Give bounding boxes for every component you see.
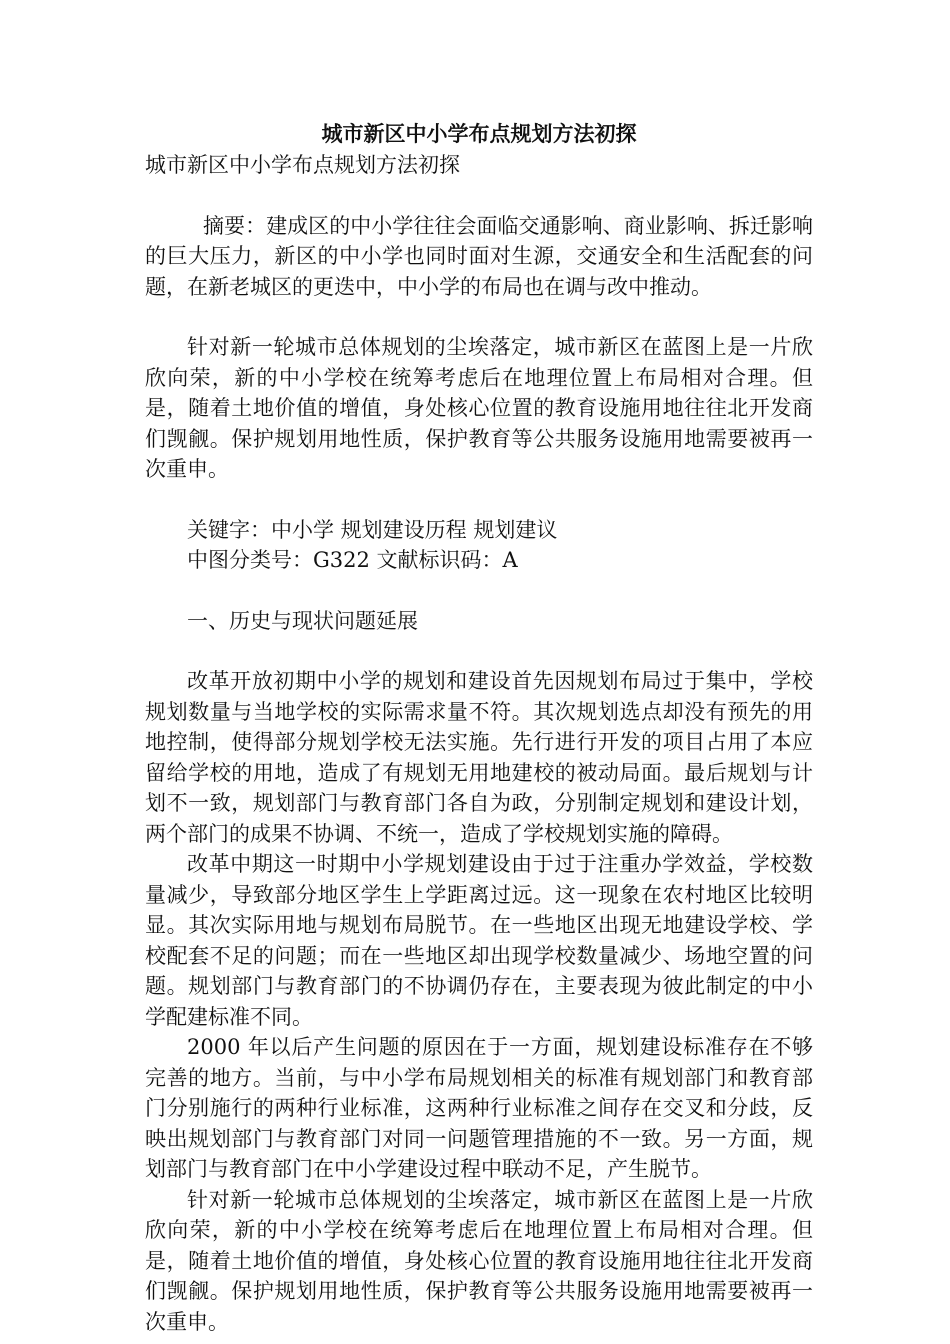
spacer: [145, 181, 813, 211]
document-subtitle: 城市新区中小学布点规划方法初探: [145, 153, 460, 177]
abstract-paragraph: 摘要：建成区的中小学往往会面临交通影响、商业影响、拆迁影响的巨大压力，新区的中小学也同时面对生源，交通安全和生活配套的问题，在新老城区的更迭中，中小学的布局也在调与改中推动。: [145, 213, 813, 299]
keywords-line: 关键字：中小学 规划建设历程 规划建议: [187, 517, 558, 542]
document-title: 城市新区中小学布点规划方法初探: [321, 121, 637, 146]
body-paragraph-1: 改革开放初期中小学的规划和建设首先因规划布局过于集中，学校规划数量与当地学校的实际需求量不符。其次规划选点却没有预先的用地控制，使得部分规划学校无法实施。先行进行开发的项目占用了本应留给学校的用地，造成了有规划无用地建校的被动局面。最后规划与计划不一致，规划部门与教育部门各自为政，分别制定规划和建设计划，两个部门的成果不协调、不统一，造成了学校规划实施的障碍。: [145, 669, 813, 846]
spacer: [145, 636, 813, 666]
section-heading: 一、历史与现状问题延展: [187, 608, 418, 633]
body-paragraph-4: 针对新一轮城市总体规划的尘埃落定，城市新区在蓝图上是一片欣欣向荣，新的中小学校在统筹考虑后在地理位置上布局相对合理。但是，随着土地价值的增值，身处核心位置的教育设施用地往往北开发商们觊觎。保护规划用地性质，保护教育等公共服务设施用地需要被再一次重申。: [145, 1187, 813, 1334]
intro-paragraph: 针对新一轮城市总体规划的尘埃落定，城市新区在蓝图上是一片欣欣向荣，新的中小学校在统筹考虑后在地理位置上布局相对合理。但是，随着土地价值的增值，身处核心位置的教育设施用地往往北开发商们觊觎。保护规划用地性质，保护教育等公共服务设施用地需要被再一次重申。: [145, 335, 813, 481]
body-paragraph-2: 改革中期这一时期中小学规划建设由于过于注重办学效益，学校数量减少，导致部分地区学生上学距离过远。这一现象在农村地区比较明显。其次实际用地与规划布局脱节。在一些地区出现无地建设学校、学校配套不足的问题；而在一些地区却出现学校数量减少、场地空置的问题。规划部门与教育部门的不协调仍存在，主要表现为彼此制定的中小学配建标准不同。: [145, 852, 813, 1029]
document-page: [145, 118, 813, 1337]
spacer: [145, 302, 813, 332]
body-paragraph-3: 2000 年以后产生问题的原因在于一方面，规划建设标准存在不够完善的地方。当前，与中小学布局规划相关的标准有规划部门和教育部门分别施行的两种行业标准，这两种行业标准之间存在交叉和分歧，反映出规划部门与教育部门对同一问题管理措施的不一致。另一方面，规划部门与教育部门在中小学建设过程中联动不足，产生脱节。: [145, 1035, 813, 1181]
spacer: [145, 576, 813, 606]
classification-line: 中图分类号：G322 文献标识码：A: [187, 548, 518, 572]
spacer: [145, 485, 813, 515]
